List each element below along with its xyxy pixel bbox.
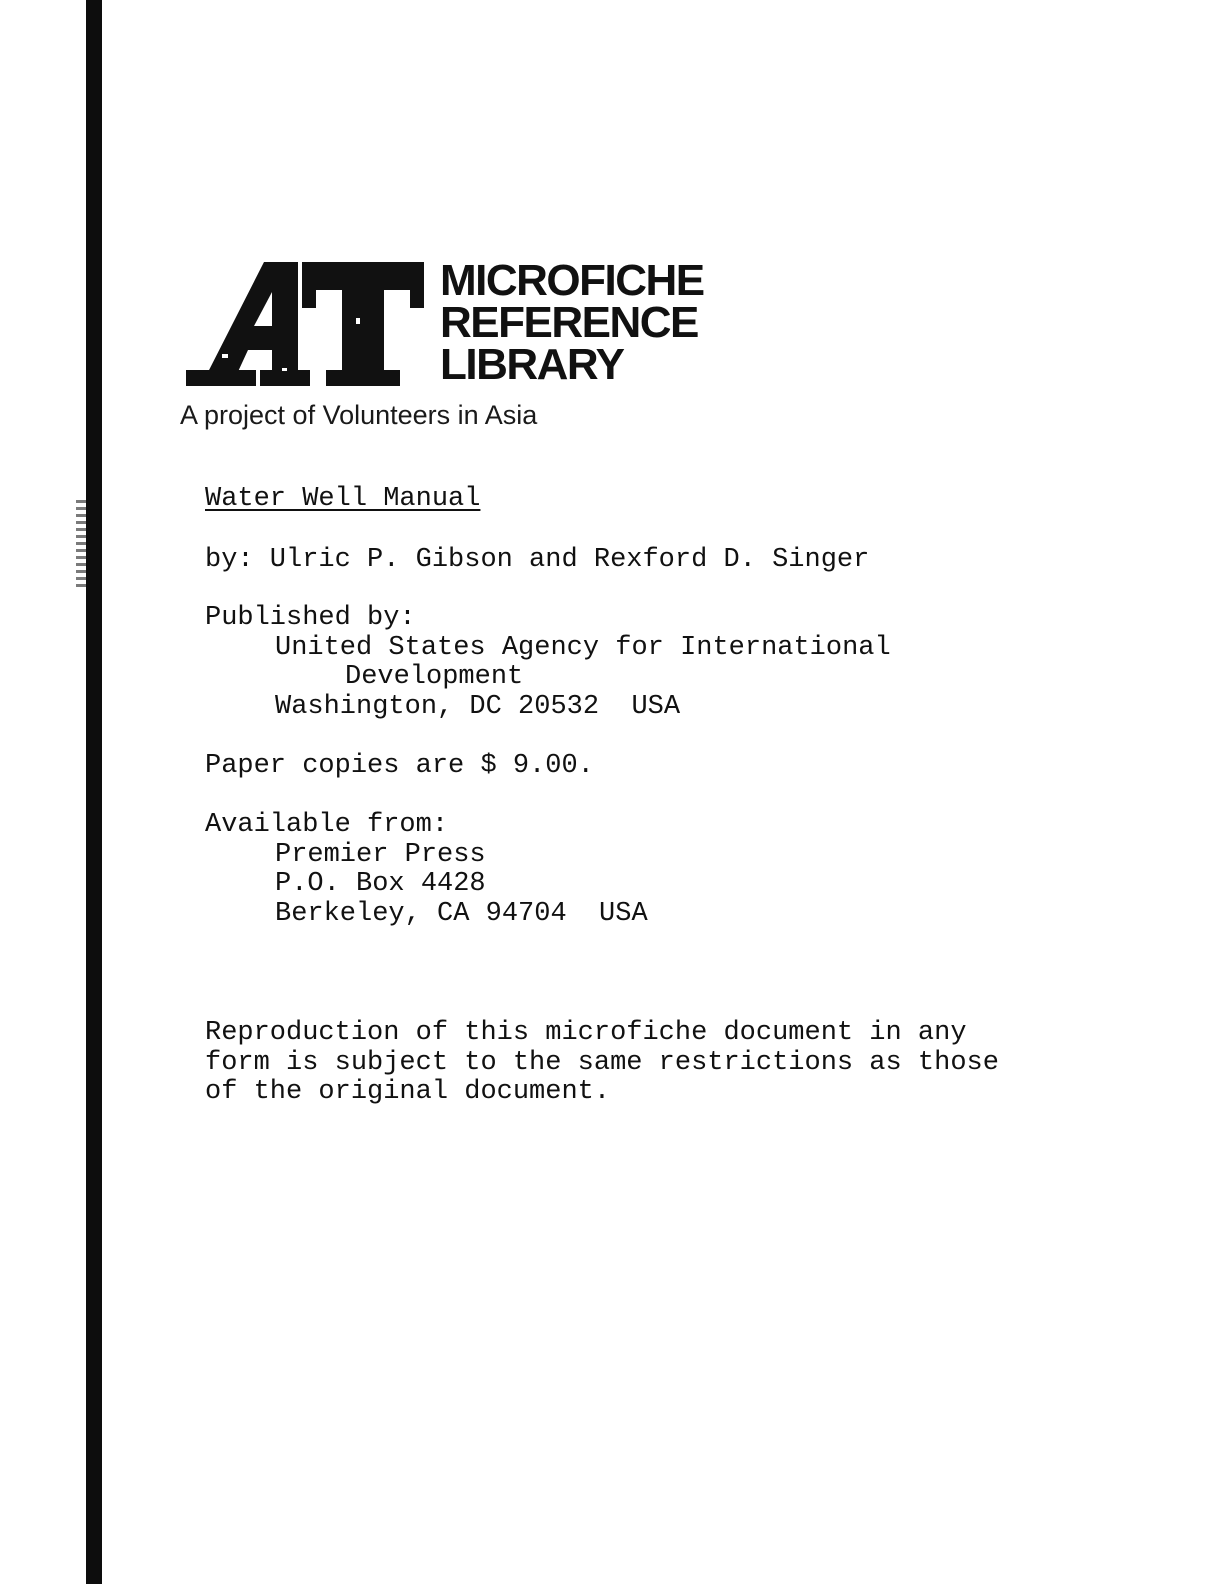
distributor-line: Berkeley, CA 94704 USA [275, 899, 648, 929]
at-emblem-icon [186, 258, 436, 398]
scan-edge-noise [76, 500, 86, 590]
distributor-line: Premier Press [275, 840, 486, 870]
available-from-label: Available from: [205, 810, 449, 840]
logo-tagline: A project of Volunteers in Asia [180, 400, 538, 430]
publisher-line: Washington, DC 20532 USA [275, 692, 681, 722]
logo-line-library: LIBRARY [440, 340, 624, 389]
publisher-line: Development [345, 662, 524, 692]
reproduction-notice-line: of the original document. [205, 1077, 611, 1107]
published-by-label: Published by: [205, 603, 416, 633]
document-title: Water Well Manual [205, 484, 481, 514]
reproduction-notice-line: Reproduction of this microfiche document in any [205, 1018, 967, 1048]
logo-line-microfiche: MICROFICHE [440, 256, 704, 305]
publisher-line: United States Agency for International [275, 633, 891, 663]
scan-edge-shadow [86, 0, 102, 1584]
document-authors: by: Ulric P. Gibson and Rexford D. Singer [205, 545, 870, 575]
distributor-line: P.O. Box 4428 [275, 869, 486, 899]
logo-line-reference: REFERENCE [440, 298, 698, 347]
logo-wordmark [440, 256, 704, 389]
at-library-logo [186, 258, 726, 398]
reproduction-notice-line: form is subject to the same restrictions as those [205, 1048, 999, 1078]
price-note: Paper copies are $ 9.00. [205, 751, 594, 781]
